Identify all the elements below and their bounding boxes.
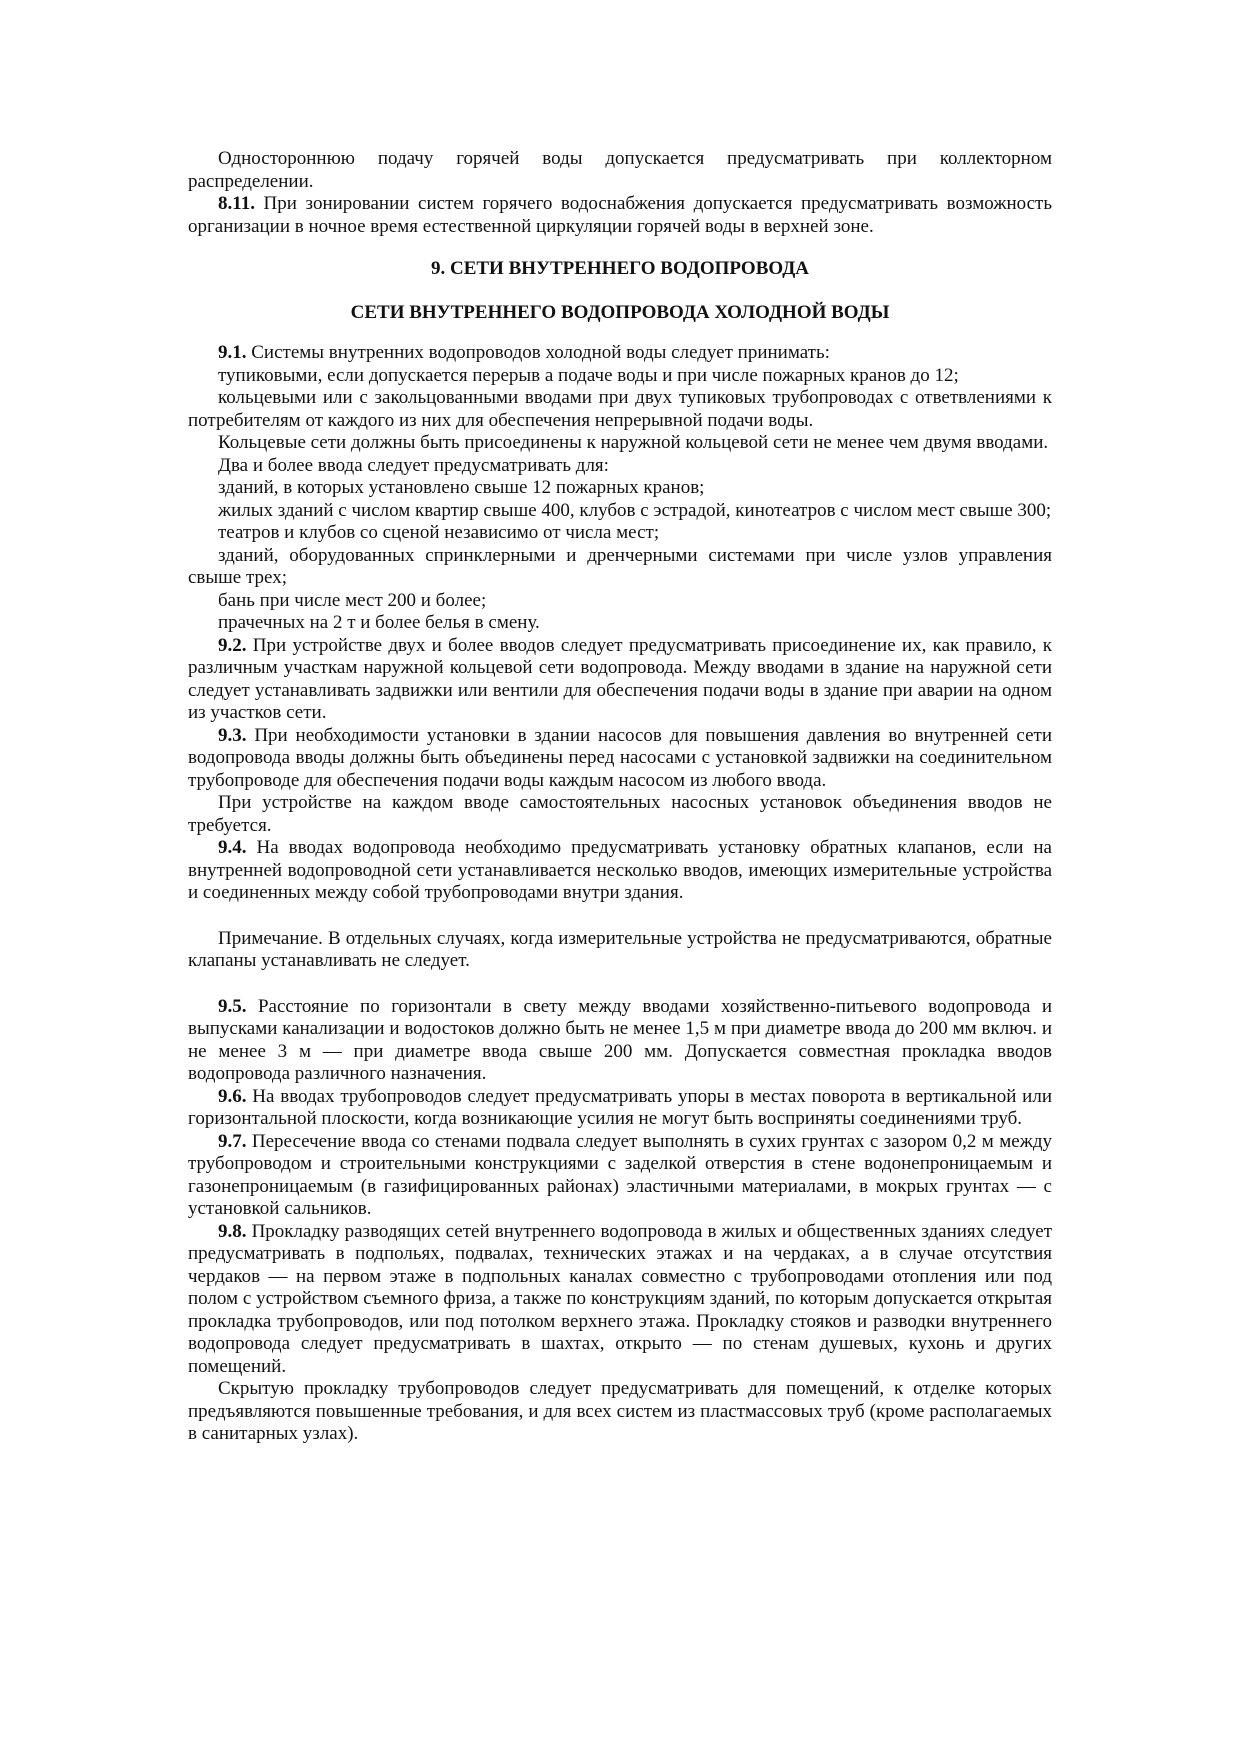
paragraph: Кольцевые сети должны быть присоединены к наружной кольцевой сети не менее чем двумя вводами. [218, 432, 1049, 453]
paragraph: бань при числе мест 200 и более; [218, 589, 487, 611]
paragraph-9-3: 9.3. При необходимости установки в здании насосов для повышения давления во внутренней сети водопровода вводы должны быть объединены перед насосами с установкой задвижки на соединительном трубопроводе для обеспечения подачи воды каждым насосом из любого ввода. [188, 724, 1052, 791]
paragraph: зданий, оборудованных спринклерными и дренчерными системами при числе узлов управления свыше трех; [188, 544, 1052, 588]
paragraph: прачечных на 2 т и более белья в смену. [218, 612, 540, 633]
section-main [188, 342, 1052, 905]
clause-number: 9.8. [218, 1220, 247, 1242]
paragraph-9-8: 9.8. Прокладку разводящих сетей внутреннего водопровода в жилых и общественных зданиях следует предусматривать в подпольях, подвалах, технических этажах и на чердаках, а в случае отсутствия чердаков — на первом этаже в подпольных каналах совместно с трубопроводами отопления или под полом с устройством съемного фриза, а также по конструкциям зданий, по которым допускается открытая прокладка трубопроводов, или под потолком верхнего этажа. Прокладку стояков и разводки внутреннего водопровода следует предусматривать в шахтах, открыто — по стенам душевых, кухонь и других помещений. [188, 1220, 1052, 1377]
paragraph-9-6: 9.6. На вводах трубопроводов следует предусматривать упоры в местах поворота в вертикальной или горизонтальной плоскости, когда возникающие усилия не могут быть восприняты соединениями труб. [188, 1085, 1052, 1129]
clause-number: 9.6. [218, 1085, 247, 1107]
paragraph: тупиковыми, если допускается перерыв а подаче воды и при числе пожарных кранов до 12; [218, 364, 959, 386]
clause-number: 8.11. [218, 193, 255, 214]
clause-number: 9.4. [218, 837, 247, 858]
paragraph: Скрытую прокладку трубопроводов следует предусматривать для помещений, к отделке которых предъявляются повышенные требования, и для всех систем из пластмассовых труб (кроме располагаемых в санитарных узлах). [188, 1378, 1052, 1444]
paragraph-9-7: 9.7. Пересечение ввода со стенами подвала следует выполнять в сухих грунтах с зазором 0,2 м между трубопроводом и строительными конструкциями с заделкой отверстия в стене водонепроницаемым и газонепроницаемым (в газифицированных районах) эластичными материалами, в мокрых грунтах — с установкой сальников. [188, 1130, 1052, 1219]
paragraph: Одностороннюю подачу горячей воды допускается предусматривать при коллекторном распределении. [188, 148, 1052, 192]
clause-number: 9.3. [218, 724, 247, 746]
paragraph: кольцевыми или с закольцованными вводами при двух тупиковых трубопроводах с ответвлениями к потребителям от каждого из них для обеспечения непрерывной подачи воды. [188, 387, 1052, 431]
paragraph: Два и более ввода следует предусматривать для: [218, 454, 609, 476]
paragraph-9-1: 9.1. Системы внутренних водопроводов холодной воды следует принимать: [218, 342, 830, 363]
paragraph-9-4: 9.4. На вводах водопровода необходимо предусматривать установку обратных клапанов, если на внутренней водопроводной сети устанавливается несколько вводов, имеющих измерительные устройства и соединенных между собой трубопроводами внутри здания. [188, 837, 1052, 903]
paragraph-9-5: 9.5. Расстояние по горизонтали в свету между вводами хозяйственно-питьевого водопровода и выпусками канализации и водостоков должно быть не менее 1,5 м при диаметре ввода до 200 мм включ. и не менее 3 м — при диаметре ввода свыше 200 мм. Допускается совместная прокладка вводов водопровода различного назначения. [188, 995, 1052, 1084]
note: Примечание. В отдельных случаях, когда измерительные устройства не предусматриваются, обратные клапаны устанавливать не следует. [188, 927, 1052, 971]
clause-number: 9.7. [218, 1130, 247, 1152]
paragraph: При устройстве на каждом вводе самостоятельных насосных установок объединения вводов не требуется. [188, 792, 1052, 836]
paragraph-9-2: 9.2. При устройстве двух и более вводов следует предусматривать присоединение их, как правило, к различным участкам наружной кольцевой сети водопровода. Между вводами в здание на наружной сети следует устанавливать задвижки или вентили для обеспечения подачи воды в здание при аварии на одном из участков сети. [188, 634, 1052, 723]
paragraph: театров и клубов со сценой независимо от числа мест; [218, 522, 660, 543]
section-heading: 9. СЕТИ ВНУТРЕННЕГО ВОДОПРОВОДА [430, 258, 810, 279]
paragraph-8-11: 8.11. При зонировании систем горячего водоснабжения допускается предусматривать возможность организации в ночное время естественной циркуляции горячей воды в верхней зоне. [188, 193, 1052, 237]
section-bottom [188, 996, 1052, 1446]
document-page [188, 148, 1052, 1446]
clause-number: 9.5. [218, 995, 247, 1017]
clause-number: 9.1. [218, 342, 247, 363]
section-top [188, 148, 1052, 238]
paragraph: жилых зданий с числом квартир свыше 400, клубов с эстрадой, кинотеатров с числом мест свыше 300; [218, 499, 1052, 521]
paragraph: зданий, в которых установлено свыше 12 пожарных кранов; [218, 477, 705, 498]
clause-number: 9.2. [218, 634, 247, 656]
subsection-heading: СЕТИ ВНУТРЕННЕГО ВОДОПРОВОДА ХОЛОДНОЙ ВОДЫ [350, 301, 890, 323]
